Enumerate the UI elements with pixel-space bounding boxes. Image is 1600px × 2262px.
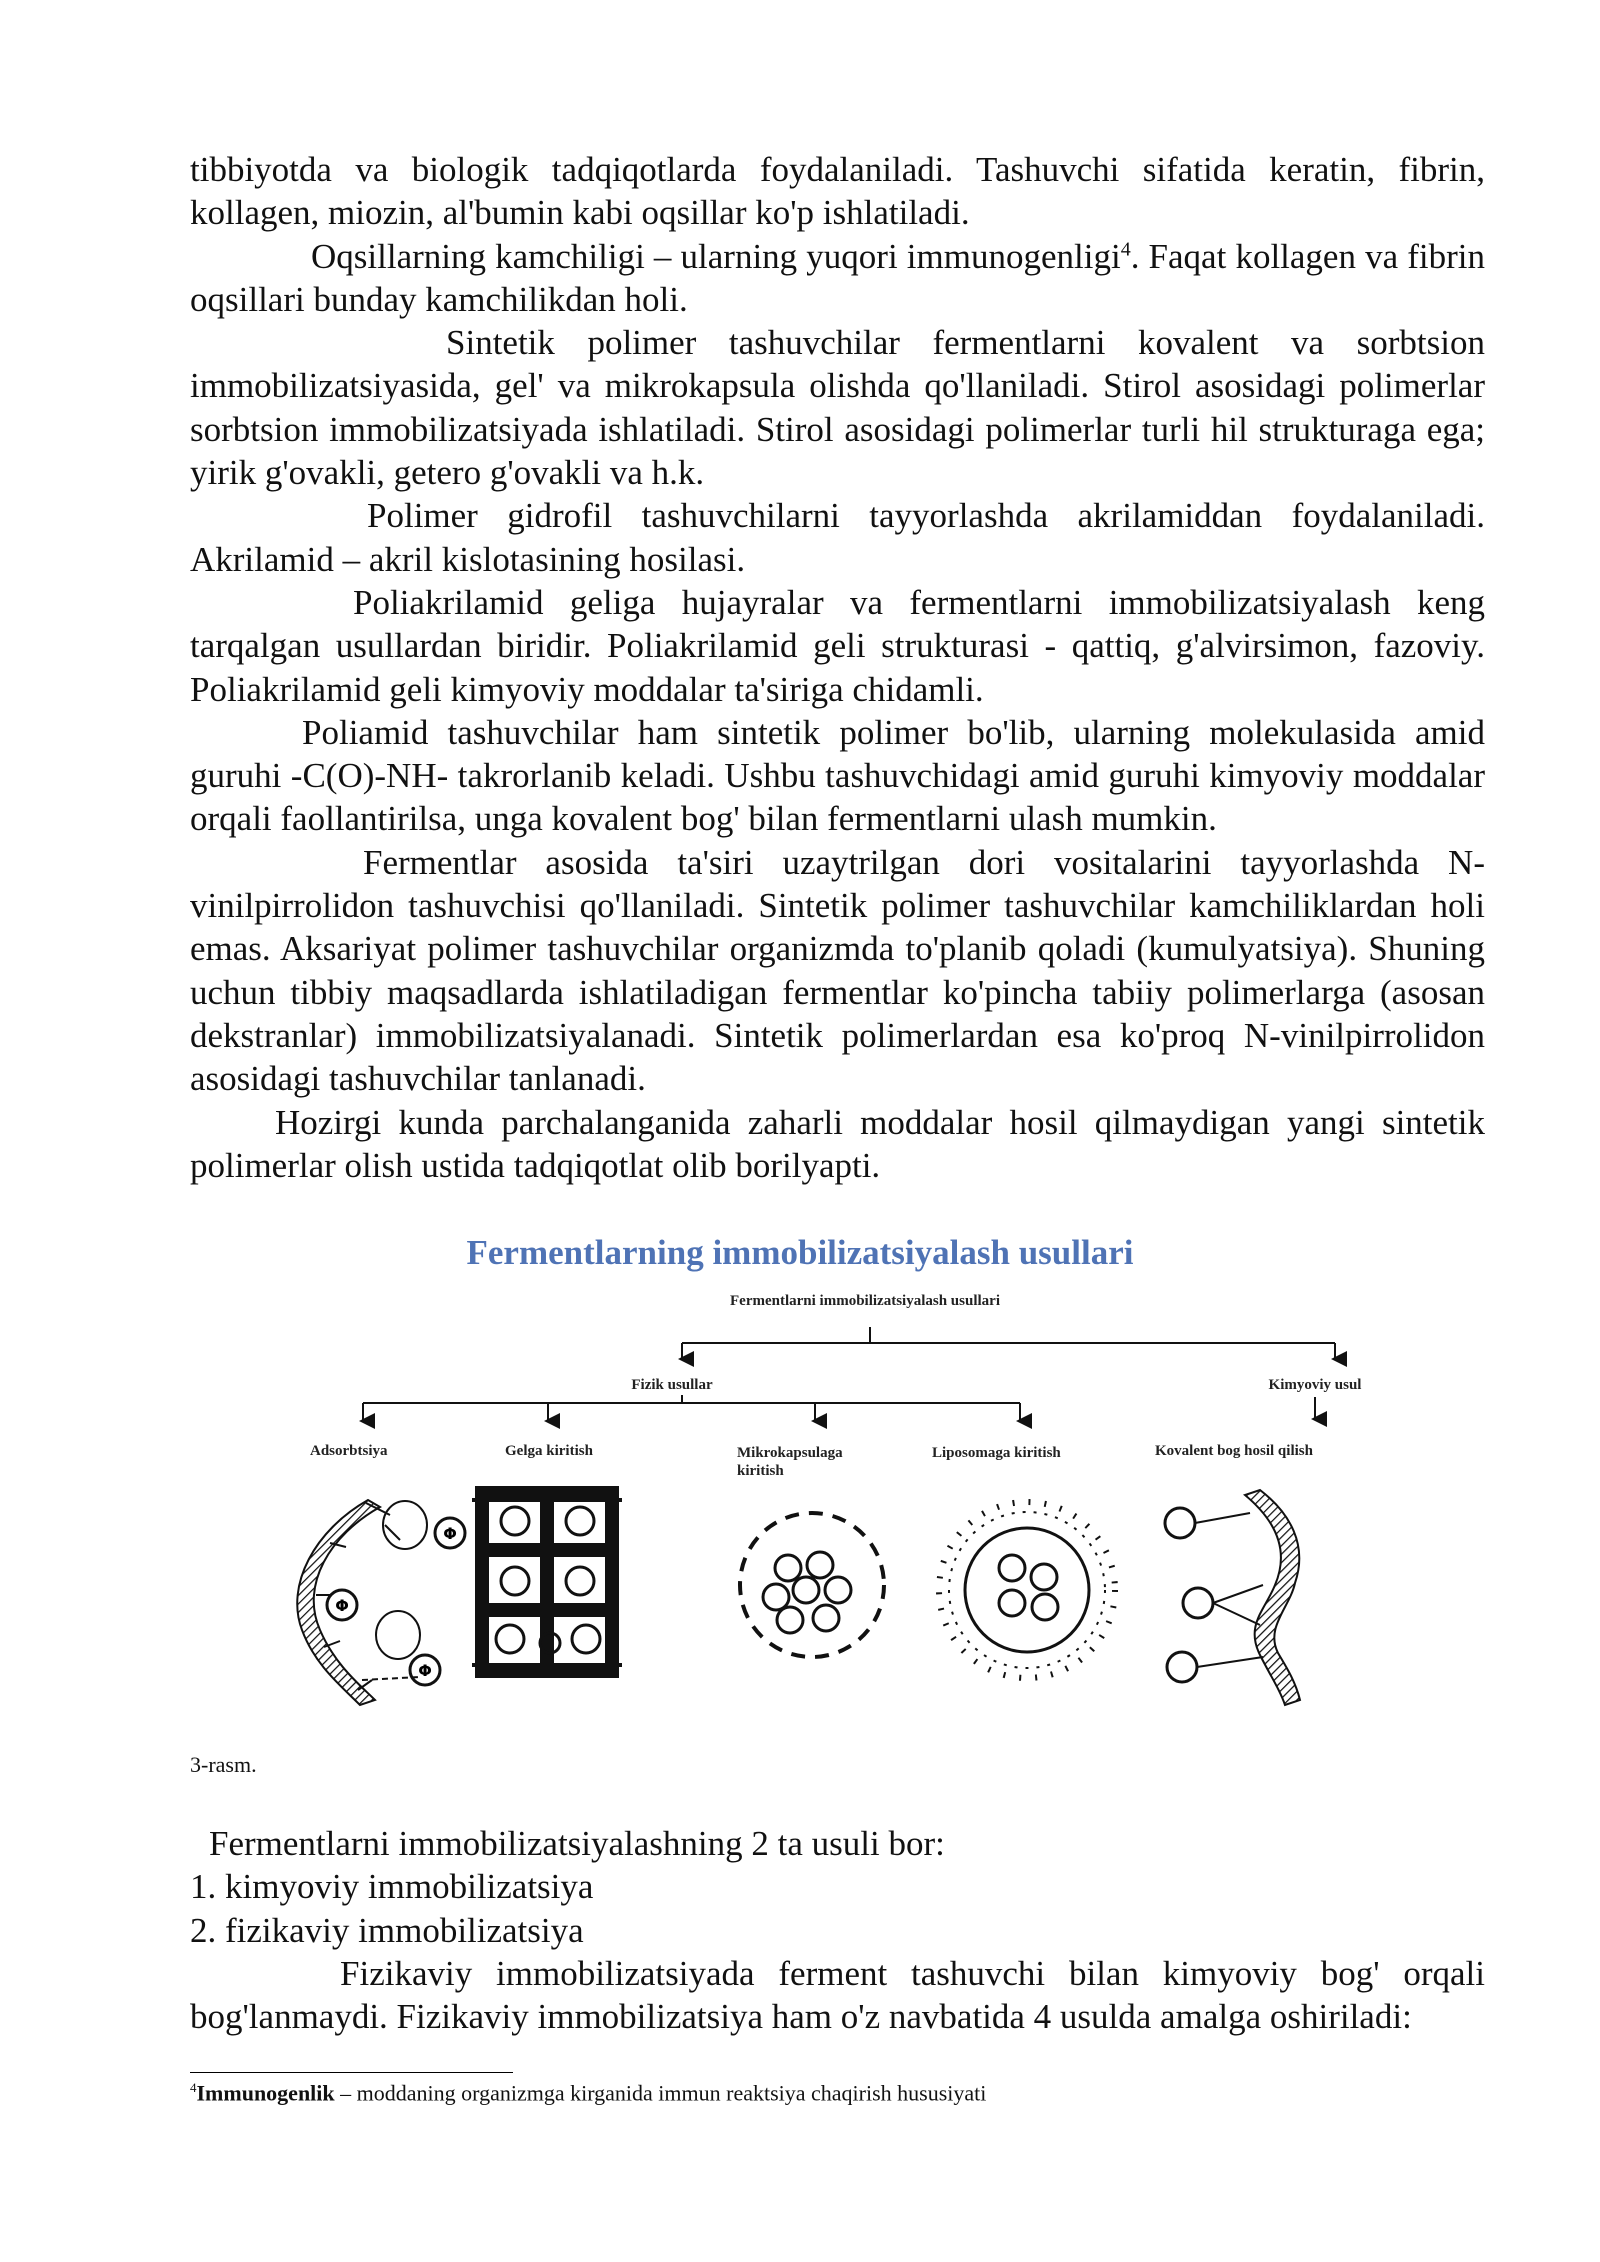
microcapsule-illustration bbox=[740, 1513, 884, 1657]
paragraph bbox=[190, 235, 1485, 322]
list-item: 1. kimyoviy immobilizatsiya bbox=[190, 1867, 594, 1907]
immobilization-diagram bbox=[260, 1285, 1400, 1745]
footnote-text: – moddaning organizmga kirganida immun reaktsiya chaqirish hususiyati bbox=[334, 2080, 987, 2106]
root-label: Fermentlarni immobilizatsiyalash usullari bbox=[730, 1293, 1000, 1309]
paragraph-text: Oqsillarning kamchiligi – ularning yuqori immunogenligi bbox=[311, 236, 1121, 276]
lower-text bbox=[190, 1822, 1485, 2038]
paragraph-text: . Faqat kollagen va fibrin oqsillari bunday kamchilikdan holi. bbox=[190, 236, 1485, 319]
list-item: 2. fizikaviy immobilizatsiya bbox=[190, 1910, 584, 1950]
list-intro: Fermentlarni immobilizatsiyalashning 2 ta usuli bor: bbox=[209, 1824, 945, 1863]
body-text bbox=[190, 148, 1485, 1187]
paragraph: tibbiyotda va biologik tadqiqotlarda foydalaniladi. Tashuvchi sifatida keratin, fibrin, kollagen, miozin, al'bumin kabi oqsillar ko'p ishlatiladi. bbox=[190, 150, 1485, 233]
footnote-number: 4 bbox=[190, 2080, 197, 2095]
figure-title: Fermentlarning immobilizatsiyalash usullari bbox=[466, 1233, 1134, 1272]
paragraph: Polimer gidrofil tashuvchilarni tayyorlashda akrilamiddan foydalaniladi. Akrilamid – akril kislotasining hosilasi. bbox=[190, 496, 1485, 579]
paragraph: Fermentlar asosida ta'siri uzaytrilgan dori vositalarini tayyorlashda N-vinilpirrolidon tashuvchisi qo'llaniladi. Sintetik polimer tashuvchilar kamchiliklardan holi emas. Aksariyat polimer tashuvchilar organizmda to'planib qoladi (kumulyatsiya). Shuning uchun tibbiy maqsadlarda ishlatiladigan fermentlar ko'pincha tabiiy polimerlarga (asosan dekstranlar) immobilizatsiyalanadi. Sintetik polimerlardan esa ko'proq N-vinilpirrolidon asosidagi tashuvchilar tanlanadi. bbox=[190, 842, 1485, 1099]
chemical-method-label: Kimyoviy usul bbox=[1268, 1377, 1362, 1393]
enzyme-symbol: Φ bbox=[335, 1596, 349, 1615]
liposome-illustration bbox=[939, 1502, 1115, 1678]
method-liposome: Liposomaga kiritish bbox=[932, 1445, 1061, 1461]
method-adsorption: Adsorbtsiya bbox=[310, 1443, 388, 1459]
enzyme-symbol: Φ bbox=[443, 1524, 457, 1543]
paragraph: Fizikaviy immobilizatsiyada ferment tashuvchi bilan kimyoviy bog' orqali bog'lanmaydi. Fizikaviy immobilizatsiya ham o'z navbatida 4 usulda amalga oshiriladi: bbox=[190, 1953, 1485, 2037]
paragraph: Poliamid tashuvchilar ham sintetik polimer bo'lib, ularning molekulasida amid guruhi -C(O)-NH- takrorlanib keladi. Ushbu tashuvchidagi amid guruhi kimyoviy moddalar orqali faollantirilsa, unga kovalent bog' bilan fermentlarni ulash mumkin. bbox=[190, 712, 1485, 839]
physical-methods-label: Fizik usullar bbox=[631, 1377, 713, 1393]
adsorption-illustration bbox=[297, 1500, 465, 1705]
figure-caption: 3-rasm. bbox=[190, 1752, 257, 1777]
method-covalent: Kovalent bog hosil qilish bbox=[1155, 1443, 1313, 1459]
footnote bbox=[190, 2080, 986, 2106]
method-microcapsule: Mikrokapsulaga bbox=[737, 1445, 843, 1461]
gel-illustration bbox=[472, 1493, 622, 1671]
method-gel: Gelga kiritish bbox=[505, 1443, 593, 1459]
footnote-term: Immunogenlik bbox=[196, 2080, 335, 2106]
paragraph: Poliakrilamid geliga hujayralar va fermentlarni immobilizatsiyalash keng tarqalgan usullardan biridir. Poliakrilamid geli strukturasi - qattiq, g'alvirsimon, fazoviy. Poliakrilamid geli kimyoviy moddalar ta'siriga chidamli. bbox=[190, 582, 1485, 709]
method-microcapsule-2: kiritish bbox=[737, 1463, 784, 1479]
paragraph: Sintetik polimer tashuvchilar fermentlarni kovalent va sorbtsion immobilizatsiyasida, gel' va mikrokapsula olishda qo'llaniladi. Stirol asosidagi polimerlar sorbtsion immobilizatsiyada ishlatiladi. Stirol asosidagi polimerlar turli hil strukturaga ega; yirik g'ovakli, getero g'ovakli va h.k. bbox=[190, 323, 1485, 493]
paragraph: Hozirgi kunda parchalanganida zaharli moddalar hosil qilmaydigan yangi sintetik polimerlar olish ustida tadqiqotlat olib borilyapti. bbox=[190, 1102, 1485, 1185]
footnote-separator bbox=[190, 2072, 513, 2073]
covalent-illustration bbox=[1165, 1490, 1300, 1705]
footnote-ref[interactable]: 4 bbox=[1120, 237, 1131, 260]
enzyme-symbol: Φ bbox=[418, 1661, 432, 1680]
